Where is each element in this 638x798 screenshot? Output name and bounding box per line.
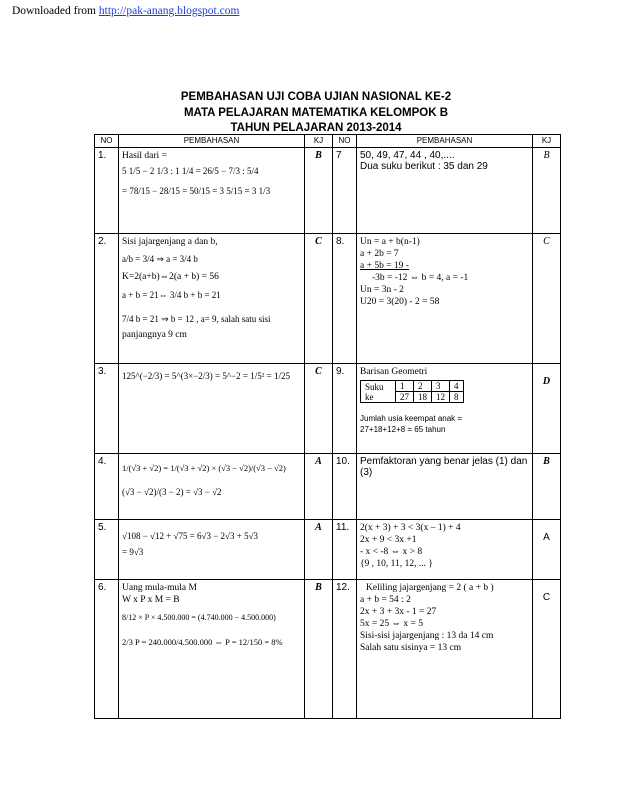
question-number: 12. bbox=[333, 580, 357, 719]
solution-line: a + b = 21⇔ 3/4 b + b = 21 bbox=[122, 290, 221, 300]
solution-cell bbox=[119, 520, 305, 580]
answer-key: C bbox=[305, 234, 333, 364]
solution-line: a + 2b = 7 bbox=[360, 249, 399, 259]
question-number: 9. bbox=[333, 364, 357, 454]
col-kj-left: KJ bbox=[305, 135, 333, 148]
solution-line: Un = 3n - 2 bbox=[360, 285, 404, 295]
table-cell: 2 bbox=[414, 381, 432, 392]
solution-line: 5x = 25 ⇔ x = 5 bbox=[360, 619, 423, 629]
table-cell: 27 bbox=[396, 392, 414, 403]
solution-line: panjangnya 9 cm bbox=[122, 330, 187, 340]
question-number: 1. bbox=[95, 148, 119, 234]
table-row bbox=[95, 364, 561, 454]
solution-line: Barisan Geometri bbox=[360, 367, 428, 377]
solution-line: W x P x M = B bbox=[122, 595, 180, 605]
question-number: 10. bbox=[333, 454, 357, 520]
answer-key: C bbox=[305, 364, 333, 454]
answer-key: B bbox=[305, 148, 333, 234]
solution-line: 1/(√3 + √2) = 1/(√3 + √2) × (√3 − √2)/(√3 − √2) bbox=[122, 463, 286, 473]
solution-line: 125^(−2/3) = 5^(3×−2/3) = 5^−2 = 1/5² = 1/25 bbox=[122, 371, 290, 381]
solution-line: Jumlah usia keempat anak = bbox=[360, 414, 463, 423]
table-cell: 18 bbox=[414, 392, 432, 403]
answer-key: A bbox=[533, 520, 561, 580]
solution-cell bbox=[119, 580, 305, 719]
answer-key: C bbox=[533, 580, 561, 719]
col-kj-right: KJ bbox=[533, 135, 561, 148]
solution-line: Salah satu sisinya = 13 cm bbox=[360, 643, 462, 653]
solution-cell bbox=[357, 148, 533, 234]
table-row bbox=[361, 381, 464, 392]
solution-line: 5 1/5 − 2 1/3 : 1 1/4 = 26/5 − 7/3 : 5/4 bbox=[122, 166, 259, 176]
answer-key: C bbox=[533, 234, 561, 364]
table-cell: 12 bbox=[432, 392, 450, 403]
solution-line: Pemfaktoran yang benar jelas (1) dan bbox=[360, 456, 528, 467]
answer-key: B bbox=[533, 454, 561, 520]
solution-line: K=2(a+b)⇔2(a + b) = 56 bbox=[122, 272, 219, 282]
solution-line: = 9√3 bbox=[122, 547, 144, 557]
solution-line: 27+18+12+8 = 65 tahun bbox=[360, 425, 446, 434]
col-pembahasan-left: PEMBAHASAN bbox=[119, 135, 305, 148]
answer-key: B bbox=[305, 580, 333, 719]
col-no-right: NO bbox=[333, 135, 357, 148]
table-header-row bbox=[95, 135, 561, 148]
table-cell: Suku ke bbox=[361, 381, 396, 403]
solution-cell bbox=[119, 364, 305, 454]
solution-line: Dua suku berikut : 35 dan 29 bbox=[360, 161, 488, 172]
question-number: 2. bbox=[95, 234, 119, 364]
solution-line: √108 − √12 + √75 = 6√3 − 2√3 + 5√3 bbox=[122, 531, 259, 541]
answer-key: D bbox=[533, 364, 561, 454]
solution-line: = 78/15 − 28/15 = 50/15 = 3 5/15 = 3 1/3 bbox=[122, 186, 271, 196]
solution-cell bbox=[357, 580, 533, 719]
question-number: 8. bbox=[333, 234, 357, 364]
col-no-left: NO bbox=[95, 135, 119, 148]
table-cell: 1 bbox=[396, 381, 414, 392]
solution-line: - x < -8 ⇔ x > 8 bbox=[360, 547, 423, 557]
solution-line: Un = a + b(n-1) bbox=[360, 237, 420, 247]
table-row bbox=[95, 234, 561, 364]
solution-line: Sisi-sisi jajargenjang : 13 da 14 cm bbox=[360, 631, 494, 641]
table-cell: 4 bbox=[450, 381, 464, 392]
doc-title-line3: TAHUN PELAJARAN 2013-2014 bbox=[230, 122, 402, 134]
solution-line: 7/4 b = 21 ⇒ b = 12 , a= 9, salah satu sisi bbox=[122, 314, 271, 324]
solution-line: Sisi jajargenjang a dan b, bbox=[122, 237, 218, 247]
question-number: 4. bbox=[95, 454, 119, 520]
table-row bbox=[95, 580, 561, 719]
solution-cell bbox=[357, 454, 533, 520]
solution-line: {9 , 10, 11, 12, ... } bbox=[360, 559, 433, 569]
table-cell: 3 bbox=[432, 381, 450, 392]
solution-line: Uang mula-mula M bbox=[122, 583, 197, 593]
solution-line: -3b = -12 ⇔ b = 4, a = -1 bbox=[372, 273, 469, 283]
question-number: 5. bbox=[95, 520, 119, 580]
solution-line: 2x + 3 + 3x - 1 = 27 bbox=[360, 607, 437, 617]
question-number: 7 bbox=[333, 148, 357, 234]
solution-cell bbox=[357, 234, 533, 364]
table-row bbox=[95, 520, 561, 580]
solution-cell bbox=[119, 148, 305, 234]
solution-line: a + 5b = 19 - bbox=[360, 261, 409, 271]
solution-cell bbox=[119, 234, 305, 364]
question-number: 11. bbox=[333, 520, 357, 580]
solution-line: Hasil dari = bbox=[122, 151, 167, 161]
geometric-sequence-table bbox=[360, 380, 464, 403]
solution-line: 2x + 9 < 3x +1 bbox=[360, 535, 417, 545]
answer-key: B bbox=[533, 148, 561, 234]
solution-line: Keliling jajargenjang = 2 ( a + b ) bbox=[366, 583, 494, 593]
col-pembahasan-right: PEMBAHASAN bbox=[357, 135, 533, 148]
solution-line: 2/3 P = 240.000/4.500.000 ⇔ P = 12/150 = 8% bbox=[122, 637, 283, 647]
table-cell: 8 bbox=[450, 392, 464, 403]
download-source bbox=[12, 5, 239, 17]
solution-line: (3) bbox=[360, 467, 373, 478]
source-link[interactable]: http://pak-anang.blogspot.com bbox=[98, 5, 240, 17]
solution-line: a + b = 54 : 2 bbox=[360, 595, 411, 605]
doc-title-line1: PEMBAHASAN UJI COBA UJIAN NASIONAL KE-2 bbox=[180, 91, 452, 103]
answer-key: A bbox=[305, 454, 333, 520]
answer-key: A bbox=[305, 520, 333, 580]
table-row bbox=[95, 454, 561, 520]
solution-line: 50, 49, 47, 44 , 40,.... bbox=[360, 150, 455, 161]
solution-line: a/b = 3/4 ⇒ a = 3/4 b bbox=[122, 254, 198, 264]
solution-line: U20 = 3(20) - 2 = 58 bbox=[360, 297, 440, 307]
solution-line: (√3 − √2)/(3 − 2) = √3 − √2 bbox=[122, 487, 222, 497]
question-number: 3. bbox=[95, 364, 119, 454]
solution-line: 2(x + 3) + 3 < 3(x – 1) + 4 bbox=[360, 523, 461, 533]
answer-table bbox=[94, 134, 561, 719]
question-number: 6. bbox=[95, 580, 119, 719]
solution-cell bbox=[357, 364, 533, 454]
solution-cell bbox=[357, 520, 533, 580]
solution-line: 8/12 × P × 4.500.000 = (4.740.000 − 4.500.000) bbox=[122, 613, 276, 622]
doc-title-line2: MATA PELAJARAN MATEMATIKA KELOMPOK B bbox=[183, 107, 449, 119]
table-row bbox=[95, 148, 561, 234]
solution-cell bbox=[119, 454, 305, 520]
download-prefix: Downloaded from bbox=[12, 5, 99, 17]
